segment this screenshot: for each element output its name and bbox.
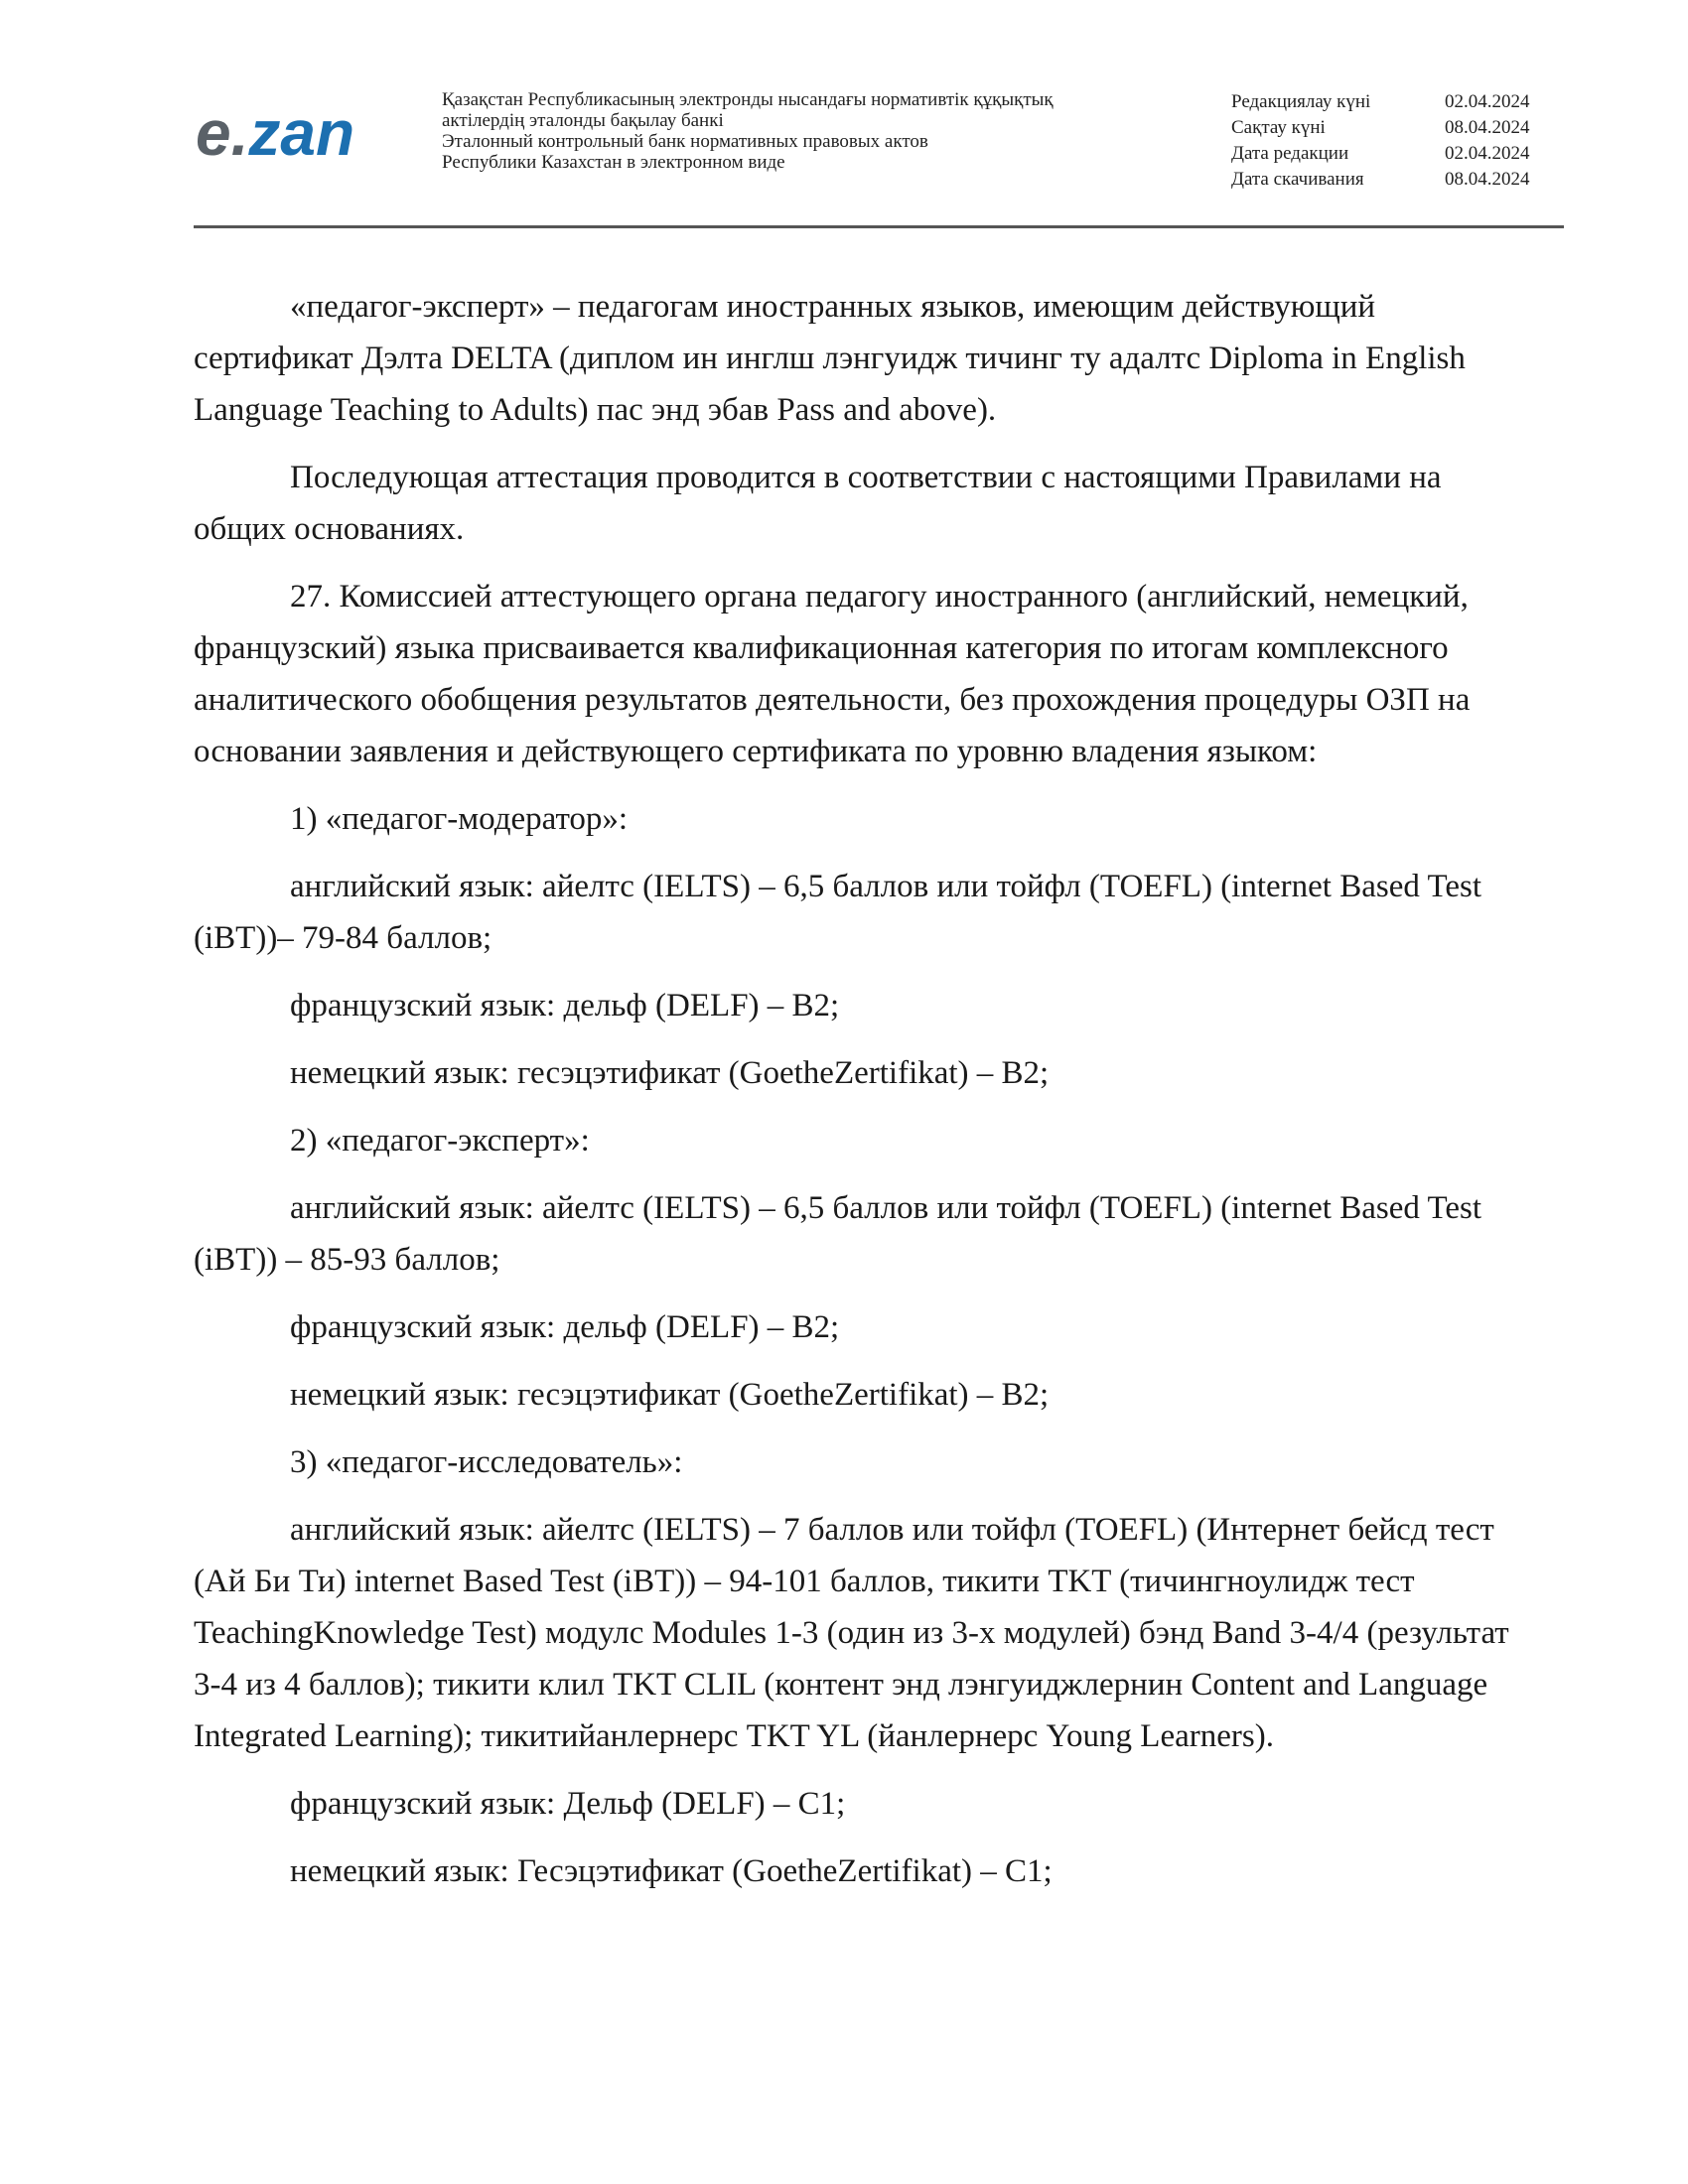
description-line: Республики Казахстан в электронном виде: [442, 152, 785, 173]
body-paragraph: французский язык: дельф (DELF) – B2;: [290, 1309, 840, 1345]
meta-label: Редакциялау күні: [1231, 91, 1371, 112]
meta-value: 08.04.2024: [1445, 117, 1530, 138]
meta-row: [1231, 167, 1569, 193]
ezan-logo-text: e.zan: [196, 97, 355, 169]
body-paragraph: английский язык: айелтс (IELTS) – 7 баллов или тойфл (TOEFL) (Интернет бейсд тест (Ай Би Ти) internet Based Test (iBT)) – 94-101 баллов, тикити TKT (тичингноулидж тест TeachingKnowledge Test) модулс Modules 1-3 (один из 3-х модулей) бэнд Band 3-4/4 (результат 3-4 из 4 баллов); тикити клил TKT CLIL (контент энд лэнгуиджлернин Content and Language Integrated Learning); тикитийанлернерс TKT YL (йанлернерс Young Learners).: [194, 1512, 1509, 1754]
body-paragraph: французский язык: дельф (DELF) – B2;: [290, 988, 840, 1024]
body-paragraph: 2) «педагог-эксперт»:: [290, 1123, 590, 1159]
description-line: актілердің эталонды бақылау банкі: [442, 110, 724, 131]
meta-row: [1231, 89, 1569, 115]
header-description: [442, 89, 1196, 173]
meta-value: 02.04.2024: [1445, 91, 1530, 112]
ezan-logo: [194, 87, 392, 177]
meta-label: Дата скачивания: [1231, 169, 1364, 190]
meta-row: [1231, 115, 1569, 141]
meta-value: 08.04.2024: [1445, 169, 1530, 190]
body-paragraph: английский язык: айелтс (IELTS) – 6,5 баллов или тойфл (TOEFL) (internet Based Test (iBT)) – 85-93 баллов;: [194, 1190, 1482, 1278]
body-paragraph: 27. Комиссией аттестующего органа педагогу иностранного (английский, немецкий, французский) языка присваивается квалификационная категория по итогам комплексного аналитического обобщения результатов деятельности, без прохождения процедуры ОЗП на основании заявления и действующего сертификата по уровню владения языком:: [194, 579, 1471, 769]
document-body: [194, 281, 1524, 1913]
body-paragraph: французский язык: Дельф (DELF) – C1;: [290, 1786, 846, 1822]
document-header: [194, 87, 1564, 226]
body-paragraph: 1) «педагог-модератор»:: [290, 801, 629, 837]
description-line: Қазақстан Республикасының электронды нысандағы нормативтік құқықтық: [442, 89, 1054, 110]
body-paragraph: немецкий язык: гесэцэтификат (GoetheZertifikat) – B2;: [290, 1377, 1050, 1413]
meta-label: Дата редакции: [1231, 143, 1349, 164]
body-paragraph: Последующая аттестация проводится в соответствии с настоящими Правилами на общих основаниях.: [194, 460, 1442, 547]
meta-value: 02.04.2024: [1445, 143, 1530, 164]
meta-label: Сақтау күні: [1231, 117, 1326, 138]
body-paragraph: английский язык: айелтс (IELTS) – 6,5 баллов или тойфл (TOEFL) (internet Based Test (iBT))– 79-84 баллов;: [194, 869, 1482, 956]
body-paragraph: немецкий язык: гесэцэтификат (GoetheZertifikat) – B2;: [290, 1055, 1050, 1091]
header-divider: [194, 225, 1564, 228]
body-paragraph: «педагог-эксперт» – педагогам иностранных языков, имеющим действующий сертификат Дэлта DELTA (диплом ин инглш лэнгуидж тичинг ту адалтс Diploma in English Language Teaching to Adults) пас энд эбав Pass and above).: [194, 289, 1466, 428]
ezan-logo-graphic: [194, 87, 392, 177]
description-line: Эталонный контрольный банк нормативных правовых актов: [442, 131, 928, 152]
header-meta: [1231, 89, 1569, 193]
meta-row: [1231, 141, 1569, 167]
body-paragraph: 3) «педагог-исследователь»:: [290, 1444, 683, 1480]
body-paragraph: немецкий язык: Гесэцэтификат (GoetheZertifikat) – C1;: [290, 1853, 1053, 1889]
